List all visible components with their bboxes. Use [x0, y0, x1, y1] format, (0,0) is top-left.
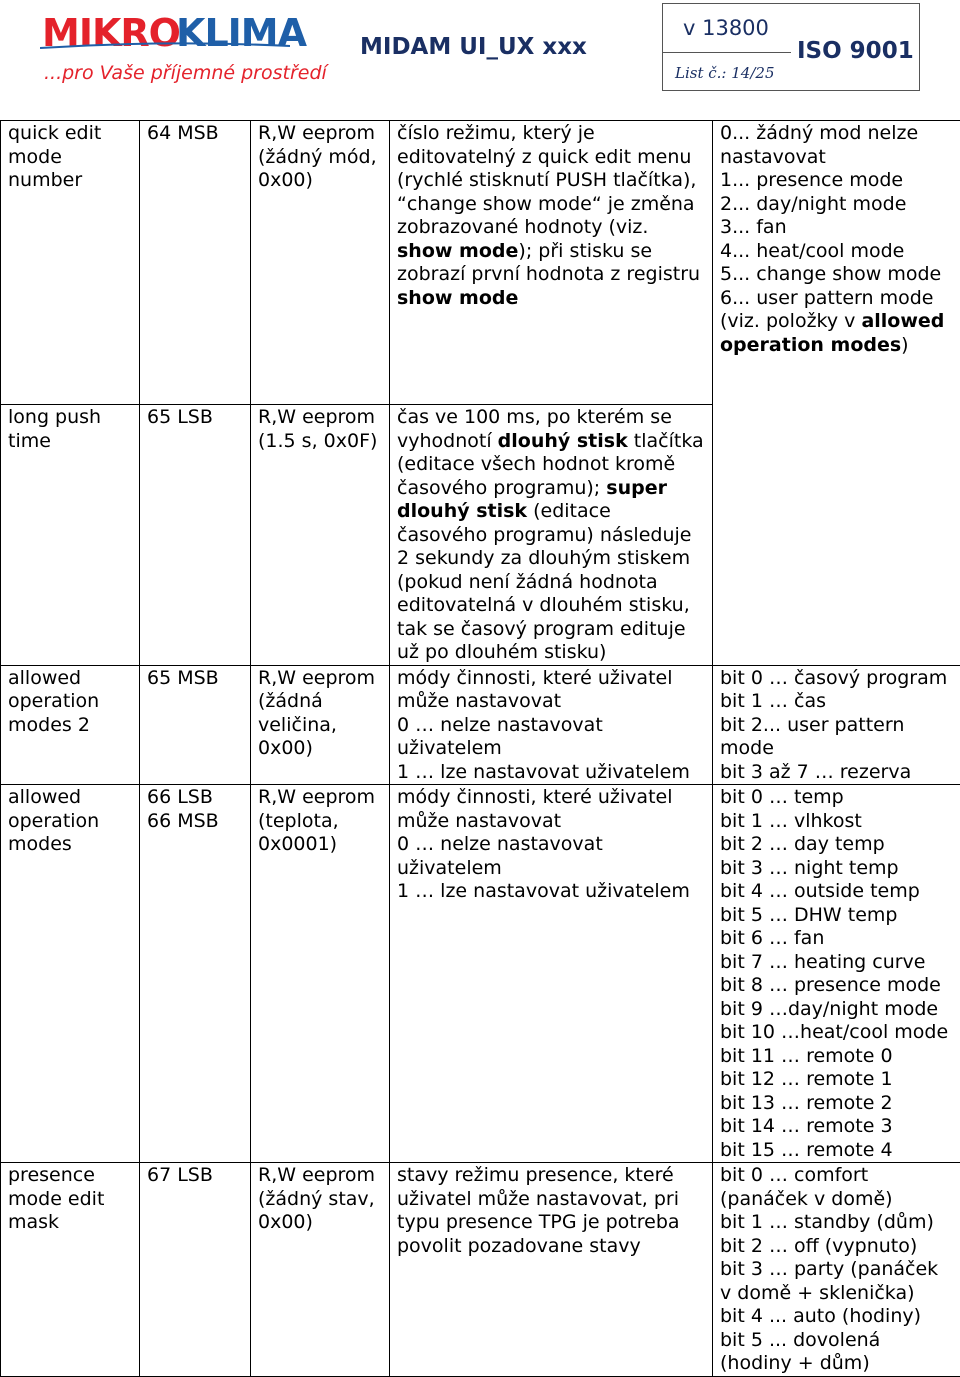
address-cell: [140, 405, 251, 666]
cell-text: [397, 122, 707, 310]
bold-term: allowed operation modes: [720, 310, 944, 356]
page-header: [0, 0, 960, 120]
company-tagline: ...pro Vaše příjemné prostředí: [44, 62, 327, 84]
text-segment: tlačítka (editace všech hodnot kromě časového programu);: [397, 430, 704, 499]
param-name-cell: [1, 785, 140, 1163]
text-segment: módy činnosti, které uživatel může nastavovat 0 … nelze nastavovat uživatelem 1 … lze nastavovat uživatelem: [397, 786, 690, 902]
page-value: 14/25: [731, 64, 774, 82]
table-row: [1, 665, 960, 785]
address-cell: [140, 785, 251, 1163]
text-segment: (editace časového programu) následuje 2 sekundy za dlouhým stiskem (pokud není žádná hodnota editovatelná v dlouhém stisku, tak se časový program edituje už po dlouhém stisku): [397, 500, 691, 663]
access-cell: [251, 1163, 390, 1377]
values-cell: [713, 121, 960, 666]
bold-term: dlouhý stisk: [498, 430, 628, 452]
bold-term: super dlouhý stisk: [397, 477, 667, 523]
description-cell: [390, 665, 713, 785]
register-table: [0, 120, 960, 1377]
description-cell: [390, 121, 713, 405]
address-cell: [140, 121, 251, 405]
text-segment: čas ve 100 ms, po kterém se vyhodnotí: [397, 406, 672, 452]
logo-swoosh-icon: [40, 42, 290, 50]
param-access: R,W eeprom (žádná veličina, 0x00): [258, 667, 384, 761]
values-cell: [713, 1163, 960, 1377]
table-row: [1, 785, 960, 1163]
page-label: List č.:: [675, 64, 726, 82]
param-name: allowed operation modes: [8, 786, 134, 857]
param-access: R,W eeprom (žádný mód, 0x00): [258, 122, 384, 193]
cell-text: [397, 1164, 707, 1258]
param-access: R,W eeprom (žádný stav, 0x00): [258, 1164, 384, 1235]
param-address: 65 MSB: [147, 667, 245, 691]
param-name-cell: [1, 405, 140, 666]
param-address: 67 LSB: [147, 1164, 245, 1188]
param-access: R,W eeprom (1.5 s, 0x0F): [258, 406, 384, 453]
page-number: [675, 64, 775, 82]
iso-label: ISO 9001: [797, 38, 914, 64]
text-segment: bit 0 … časový program bit 1 … čas bit 2... user pattern mode bit 3 až 7 … rezerva: [720, 667, 947, 783]
document-info-box: [662, 3, 920, 91]
access-cell: [251, 785, 390, 1163]
cell-text: [720, 1164, 955, 1376]
text-segment: ): [901, 334, 908, 356]
cell-text: [720, 786, 955, 1162]
description-cell: [390, 1163, 713, 1377]
table-row: [1, 121, 960, 405]
cell-text: [720, 667, 955, 785]
param-name: long push time: [8, 406, 134, 453]
param-name: quick edit mode number: [8, 122, 134, 193]
param-address: 66 LSB 66 MSB: [147, 786, 245, 833]
bold-term: show mode: [397, 240, 518, 262]
access-cell: [251, 665, 390, 785]
param-name-cell: [1, 665, 140, 785]
logo-mikro: MIKRO: [42, 6, 180, 60]
values-cell: [713, 785, 960, 1163]
info-divider: [663, 52, 791, 53]
param-access: R,W eeprom (teplota, 0x0001): [258, 786, 384, 857]
param-name: allowed operation modes 2: [8, 667, 134, 738]
param-address: 64 MSB: [147, 122, 245, 146]
text-segment: stavy režimu presence, které uživatel může nastavovat, pri typu presence TPG je potreba povolit pozadovane stavy: [397, 1164, 680, 1257]
cell-text: [397, 667, 707, 785]
text-segment: ); při stisku se zobrazí první hodnota z registru: [397, 240, 700, 286]
document-title: MIDAM UI_UX xxx: [360, 34, 587, 60]
table-row: [1, 1163, 960, 1377]
cell-text: [397, 406, 707, 665]
text-segment: 0... žádný mod nelze nastavovat 1... presence mode 2... day/night mode 3... fan 4... heat/cool mode 5... change show mode 6... user pattern mode (viz. položky v: [720, 122, 941, 332]
param-name-cell: [1, 121, 140, 405]
address-cell: [140, 1163, 251, 1377]
logo-klima: KLIMA: [176, 6, 306, 60]
param-name: presence mode edit mask: [8, 1164, 134, 1235]
description-cell: [390, 405, 713, 666]
version-label: v 13800: [683, 16, 769, 40]
description-cell: [390, 785, 713, 1163]
cell-text: [720, 122, 955, 357]
text-segment: módy činnosti, které uživatel může nastavovat 0 … nelze nastavovat uživatelem 1 … lze nastavovat uživatelem: [397, 667, 690, 783]
address-cell: [140, 665, 251, 785]
values-cell: [713, 665, 960, 785]
param-address: 65 LSB: [147, 406, 245, 430]
cell-text: [397, 786, 707, 904]
text-segment: bit 0 … comfort (panáček v domě) bit 1 … standby (dům) bit 2 … off (vypnuto) bit 3 … party (panáček v domě + sklenička) bit 4 ... auto (hodiny) bit 5 ... dovolená (hodiny + dům): [720, 1164, 938, 1374]
text-segment: číslo režimu, který je editovatelný z quick edit menu (rychlé stisknutí PUSH tlačítka), “change show mode“ je změna zobrazované hodnoty (viz.: [397, 122, 696, 238]
access-cell: [251, 121, 390, 405]
text-segment: bit 0 … temp bit 1 … vlhkost bit 2 … day temp bit 3 … night temp bit 4 … outside temp bit 5 … DHW temp bit 6 … fan bit 7 … heating curve bit 8 … presence mode bit 9 …day/night mode bit 10 …heat/cool mode bit 11 … remote 0 bit 12 … remote 1 bit 13 … remote 2 bit 14 … remote 3 bit 15 … remote 4: [720, 786, 948, 1161]
bold-term: show mode: [397, 287, 518, 309]
param-name-cell: [1, 1163, 140, 1377]
access-cell: [251, 405, 390, 666]
